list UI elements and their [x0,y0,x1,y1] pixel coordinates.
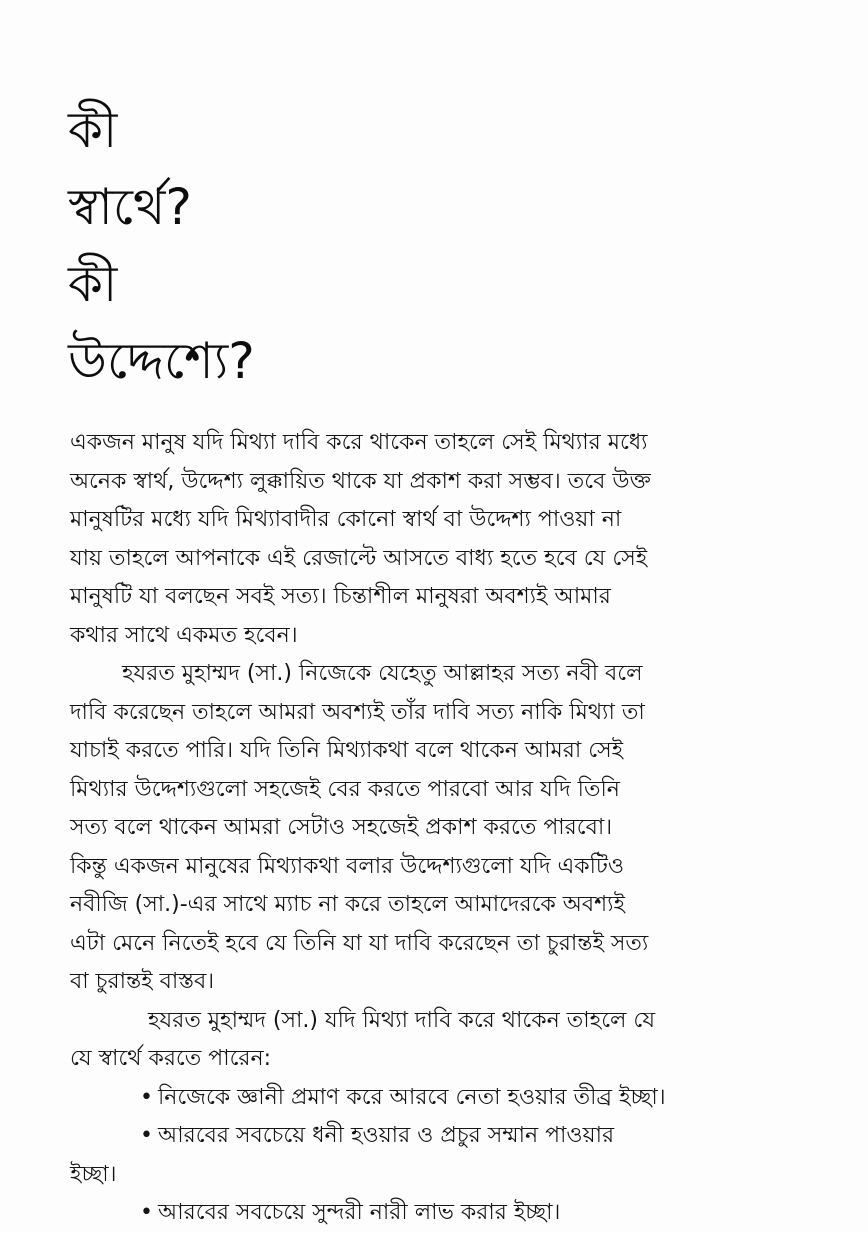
title-line: কী [68,255,118,313]
paragraph-claim [70,655,810,1002]
motive-list [70,1079,810,1233]
list-item [70,1194,810,1233]
text-line: বা চুরান্তই বাস্তব। [70,969,215,994]
text-line: নবীজি (সা.)-এর সাথে ম্যাচ না করে তাহলে আমাদেরকে অবশ্যই [70,892,625,917]
text-line: মিথ্যার উদ্দেশ্যগুলো সহজেই বের করতে পারবো আর যদি তিনি [70,776,620,802]
text-line: এটা মেনে নিতেই হবে যে তিনি যা যা দাবি করেছেন তা চুরান্তই সত্য [70,930,649,956]
text-line: একজন মানুষ যদি মিথ্যা দাবি করে থাকেন তাহলে সেই মিথ্যার মধ্যে [70,430,648,455]
text-line: যে স্বার্থে করতে পারেন: [70,1046,272,1071]
list-item-text: আরবের সবচেয়ে সুন্দরী নারী লাভ করার ইচ্ছা। [158,1200,561,1225]
list-item-text: আরবের সবচেয়ে ধনী হওয়ার ও প্রচুর সম্মান পাওয়ার [158,1123,615,1148]
text-line: সত্য বলে থাকেন আমরা সেটাও সহজেই প্রকাশ করতে পারবো। [70,815,613,840]
text-line: দাবি করেছেন তাহলে আমরা অবশ্যই তাঁর দাবি সত্য নাকি মিথ্যা তা [70,699,645,725]
title-line: কী [68,101,118,159]
title-line: স্বার্থে? [68,178,192,236]
text-line: হযরত মুহাম্মদ (সা.) যদি মিথ্যা দাবি করে থাকেন তাহলে যে [148,1007,656,1033]
paragraph-motives [70,1002,810,1079]
body-text [70,424,810,1233]
list-item [70,1079,810,1118]
text-line: যাচাই করতে পারি। যদি তিনি মিথ্যাকথা বলে থাকেন আমরা সেই [70,738,624,763]
list-item [70,1117,810,1156]
text-line: যায় তাহলে আপনাকে এই রেজাল্টে আসতে বাধ্য হতে হবে যে সেই [70,545,648,571]
text-line: হযরত মুহাম্মদ (সা.) নিজেকে যেহেতু আল্লাহর সত্য নবী বলে [122,661,643,686]
title-line: উদ্দেশ্যে? [68,332,255,390]
text-line: মানুষটির মধ্যে যদি মিথ্যাবাদীর কোনো স্বার্থ বা উদ্দেশ্য পাওয়া না [70,507,622,532]
list-item-continuation: ইচ্ছা। [70,1161,117,1187]
text-line: মানুষটি যা বলছেন সবই সত্য। চিন্তাশীল মানুষরা অবশ্যই আমার [70,584,611,609]
bullet-icon: • [140,1084,153,1110]
chapter-title [68,92,255,400]
paragraph-intro [70,424,810,655]
text-line: অনেক স্বার্থ, উদ্দেশ্য লুক্কায়িত থাকে যা প্রকাশ করা সম্ভব। তবে উক্ত [70,468,651,494]
list-item-text: নিজেকে জ্ঞানী প্রমাণ করে আরবে নেতা হওয়ার তীব্র ইচ্ছা। [158,1084,666,1110]
bullet-icon: • [140,1200,153,1225]
bullet-icon: • [140,1123,153,1148]
text-line: কথার সাথে একমত হবেন। [70,622,298,648]
text-line: কিন্তু একজন মানুষের মিথ্যাকথা বলার উদ্দেশ্যগুলো যদি একটিও [70,853,625,879]
